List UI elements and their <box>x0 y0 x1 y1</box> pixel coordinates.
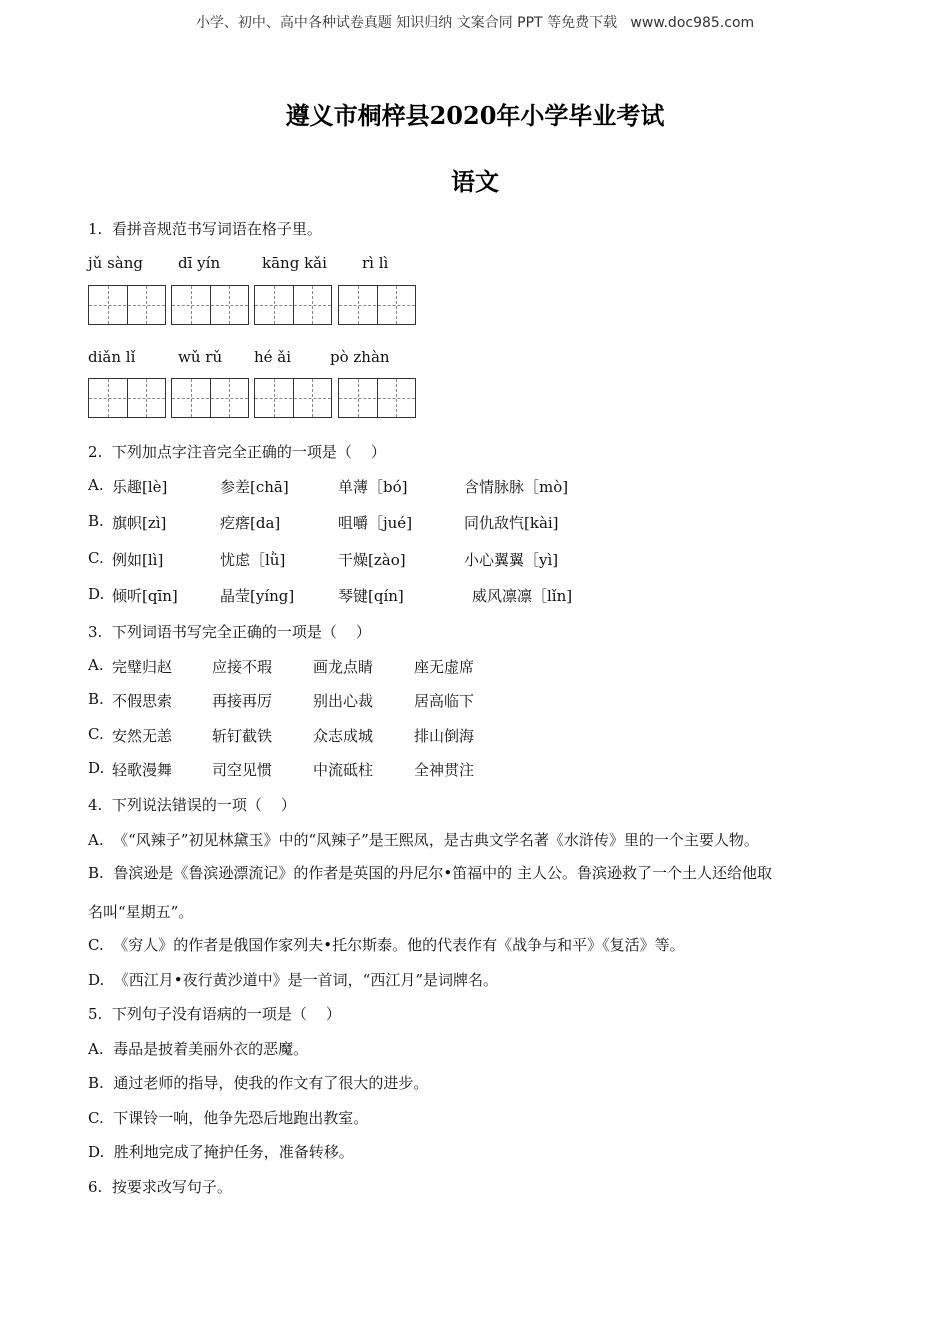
q2-option-b-item: 咀嚼［jué] <box>338 514 413 532</box>
q2-option-b-item: 旗帜[zì] <box>112 514 167 532</box>
q3-option-c-item: 众志成城 <box>313 727 374 745</box>
question-4-stem: 4. 下列说法错误的一项（ ） <box>88 796 296 814</box>
q2-option-c-item: 小心翼翼［yì] <box>464 551 559 569</box>
q3-option-c-label: C. <box>88 725 104 743</box>
writing-grid[interactable] <box>88 378 166 418</box>
q3-option-a-item: 完璧归赵 <box>112 658 173 676</box>
q3-option-d-item: 中流砥柱 <box>313 761 374 779</box>
q2-option-a-item: 参差[chā] <box>220 478 289 496</box>
q3-option-b-item: 居高临下 <box>414 692 475 710</box>
q2-option-a-item: 乐趣[lè] <box>112 478 168 496</box>
q2-option-d-item: 威风凛凛［lǐn] <box>472 587 573 605</box>
q5-option-d: D. 胜利地完成了掩护任务，准备转移。 <box>88 1143 354 1161</box>
q3-option-c-item: 安然无恙 <box>112 727 173 745</box>
q3-option-c-item: 排山倒海 <box>414 727 475 745</box>
q3-option-b-item: 别出心裁 <box>313 692 374 710</box>
q2-option-d-label: D. <box>88 585 105 603</box>
q2-option-c-item: 忧虑［lǜ] <box>220 551 286 569</box>
writing-grid[interactable] <box>88 285 166 325</box>
pinyin-6: wǔ rǔ <box>178 348 223 366</box>
q4-option-b: B. 鲁滨逊是《鲁滨逊漂流记》的作者是英国的丹尼尔•笛福中的 主人公。鲁滨逊救了一个土人还给他取 <box>88 864 772 882</box>
q3-option-d-label: D. <box>88 759 105 777</box>
writing-grid[interactable] <box>338 285 416 325</box>
q3-option-b-label: B. <box>88 690 104 708</box>
writing-grid[interactable] <box>171 285 249 325</box>
q5-option-c: C. 下课铃一响，他争先恐后地跑出教室。 <box>88 1109 369 1127</box>
question-2-stem: 2. 下列加点字注音完全正确的一项是（ ） <box>88 443 386 461</box>
q3-option-d-item: 全神贯注 <box>414 761 475 779</box>
writing-grid[interactable] <box>338 378 416 418</box>
question-1-stem: 1. 看拼音规范书写词语在格子里。 <box>88 220 322 238</box>
exam-subject: 语文 <box>451 167 499 196</box>
q3-option-b-item: 再接再厉 <box>212 692 273 710</box>
q4-option-b-continued: 名叫“星期五”。 <box>88 903 194 921</box>
q2-option-a-label: A. <box>88 476 104 494</box>
q3-option-a-item: 座无虚席 <box>414 658 475 676</box>
q3-option-a-item: 画龙点睛 <box>313 658 374 676</box>
q2-option-d-item: 琴键[qín] <box>338 587 404 605</box>
q3-option-a-label: A. <box>88 656 104 674</box>
question-5-stem: 5. 下列句子没有语病的一项是（ ） <box>88 1005 341 1023</box>
q3-option-b-item: 不假思索 <box>112 692 173 710</box>
q2-option-c-item: 例如[lì] <box>112 551 164 569</box>
writing-grid[interactable] <box>171 378 249 418</box>
q2-option-b-label: B. <box>88 512 104 530</box>
pinyin-2: dī yín <box>178 254 221 272</box>
q2-option-b-item: 同仇敌忾[kài] <box>464 514 559 532</box>
q3-option-c-item: 斩钉截铁 <box>212 727 273 745</box>
writing-grid[interactable] <box>254 378 332 418</box>
question-3-stem: 3. 下列词语书写完全正确的一项是（ ） <box>88 623 371 641</box>
question-6-stem: 6. 按要求改写句子。 <box>88 1178 232 1196</box>
q2-option-d-item: 倾听[qīn] <box>112 587 178 605</box>
q4-option-d: D. 《西江月•夜行黄沙道中》是一首词，“西江月”是词牌名。 <box>88 971 498 989</box>
pinyin-4: rì lì <box>362 254 389 272</box>
q3-option-d-item: 司空见惯 <box>212 761 273 779</box>
q4-option-a: A. 《“风辣子”初见林黛玉》中的“风辣子”是王熙凤，是古典文学名著《水浒传》里的一个主要人物。 <box>88 831 759 849</box>
pinyin-3: kāng kǎi <box>262 254 327 272</box>
q5-option-b: B. 通过老师的指导，使我的作文有了很大的进步。 <box>88 1074 429 1092</box>
exam-title: 遵义市桐梓县2020年小学毕业考试 <box>285 101 665 130</box>
pinyin-8: pò zhàn <box>330 348 390 366</box>
q2-option-d-item: 晶莹[yíng] <box>220 587 295 605</box>
q3-option-d-item: 轻歌漫舞 <box>112 761 173 779</box>
q4-option-c: C. 《穷人》的作者是俄国作家列夫•托尔斯泰。他的代表作有《战争与和平》《复活》等。 <box>88 936 685 954</box>
q2-option-c-label: C. <box>88 549 104 567</box>
q2-option-a-item: 单薄［bó] <box>338 478 408 496</box>
q2-option-c-item: 干燥[zào] <box>338 551 406 569</box>
q2-option-b-item: 疙瘩[da] <box>220 514 281 532</box>
pinyin-1: jǔ sàng <box>88 254 143 272</box>
pinyin-7: hé ǎi <box>254 348 292 366</box>
pinyin-5: diǎn lǐ <box>88 348 136 366</box>
q2-option-a-item: 含情脉脉［mò] <box>464 478 569 496</box>
site-header-banner: 小学、初中、高中各种试卷真题 知识归纳 文案合同 PPT 等免费下载 www.doc985.com <box>195 15 755 31</box>
q5-option-a: A. 毒品是披着美丽外衣的恶魔。 <box>88 1040 309 1058</box>
writing-grid[interactable] <box>254 285 332 325</box>
q3-option-a-item: 应接不瑕 <box>212 658 273 676</box>
